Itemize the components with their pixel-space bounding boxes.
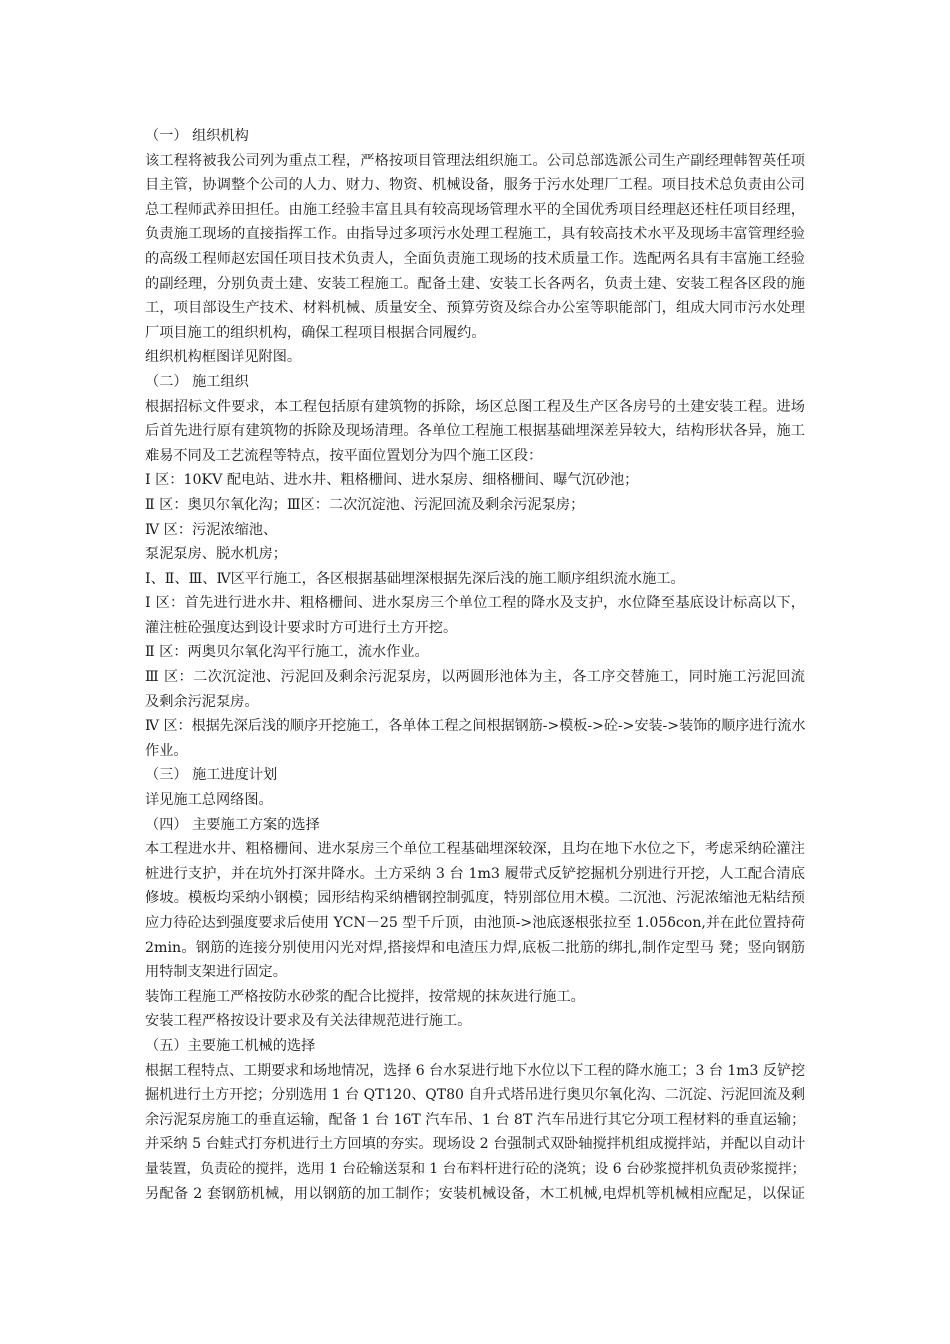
text-line: 余污泥泵房施工的垂直运输，配备 1 台 16T 汽车吊、1 台 8T 汽车吊进行其它分项工程材料的垂直运输； — [145, 1111, 806, 1128]
text-line: 目主管，协调整个公司的人力、财力、物资、机械设备，服务于污水处理厂工程。项目技术总负责由公司 — [145, 177, 805, 194]
text-line: 根据招标文件要求，本工程包括原有建筑物的拆除，场区总图工程及生产区各房号的土建安装工程。进场 — [145, 398, 805, 415]
section-heading: （五）主要施工机械的选择 — [145, 1037, 316, 1054]
text-line: 另配备 2 套钢筋机械，用以钢筋的加工制作；安装机械设备，木工机械,电焊机等机械相应配足，以保证 — [145, 1185, 805, 1202]
text-line: 难易不同及工艺流程等特点，按平面位置划分为四个施工区段： — [145, 447, 543, 464]
section-heading: （一） 组织机构 — [145, 128, 249, 144]
text-line: Ⅱ 区：两奥贝尔氧化沟平行施工，流水作业。 — [145, 644, 429, 661]
text-line: 量装置，负责砼的搅拌，选用 1 台砼输送泵和 1 台布料杆进行砼的浇筑；设 6 台砂浆搅拌机负责砂浆搅拌； — [145, 1160, 806, 1177]
text-line: 安装工程严格按设计要求及有关法律规范进行施工。 — [145, 1013, 472, 1030]
text-line: 详见施工总网络图。 — [145, 792, 273, 809]
text-line: Ⅰ 区：10KV 配电站、进水井、粗格栅间、进水泵房、细格栅间、曝气沉砂池； — [145, 472, 639, 489]
text-line: 修坡。模板均采纳小钢模；园形结构采纳槽钢控制弧度，特别部位用木模。二沉池、污泥浓缩池无粘结预 — [145, 890, 805, 907]
text-line: 根据工程特点、工期要求和场地情况，选择 6 台水泵进行地下水位以下工程的降水施工；3 台 1m3 反铲挖 — [145, 1062, 805, 1079]
text-line: 负责施工现场的直接指挥工作。由指导过多项污水处理工程施工，具有较高技术水平及现场丰富管理经验 — [145, 226, 805, 243]
text-line: 厂项目施工的组织机构，确保工程项目根据合同履约。 — [145, 324, 486, 341]
text-line: Ⅳ 区：根据先深后浅的顺序开挖施工，各单体工程之间根据钢筋->模板->砼->安装->装饰的顺序进行流水 — [145, 718, 806, 735]
text-line: 装饰工程施工严格按防水砂浆的配合比搅拌，按常规的抹灰进行施工。 — [145, 988, 585, 1005]
text-line: 本工程进水井、粗格栅间、进水泵房三个单位工程基础埋深较深，且均在地下水位之下，考虑采纳砼灌注 — [145, 841, 805, 858]
text-line: 及剩余污泥泵房。 — [145, 693, 259, 710]
text-line: Ⅲ 区：二次沉淀池、污泥回及剩余污泥泵房，以两圆形池体为主，各工序交替施工，同时施工污泥回流 — [145, 669, 805, 686]
text-line: 作业。 — [145, 742, 188, 759]
text-line: 并采纳 5 台蛙式打夯机进行土方回填的夯实。现场设 2 台强制式双卧轴搅拌机组成搅拌站，并配以自动计 — [145, 1136, 806, 1153]
text-line: 总工程师武养田担任。由施工经验丰富且具有较高现场管理水平的全国优秀项目经理赵还柱任项目经理， — [145, 201, 805, 218]
text-line: Ⅳ 区：污泥浓缩池、 — [145, 521, 278, 538]
text-line: 的副经理，分别负责土建、安装工程施工。配备土建、安装工长各两名，负责土建、安装工程各区段的施 — [145, 275, 805, 292]
text-line: 泵泥泵房、脱水机房； — [145, 546, 287, 563]
section-heading: （四） 主要施工方案的选择 — [145, 816, 320, 833]
text-line: 的高级工程师赵宏国任项目技术负责人，全面负责施工现场的技术质量工作。选配两名具有丰富施工经验 — [145, 250, 805, 267]
section-heading: （二） 施工组织 — [145, 373, 249, 390]
text-line: Ⅰ 区：首先进行进水井、粗格栅间、进水泵房三个单位工程的降水及支护，水位降至基底设计标高以下， — [145, 595, 805, 612]
text-line: 后首先进行原有建筑物的拆除及现场清理。各单位工程施工根据基础埋深差异较大，结构形状各异，施工 — [145, 423, 805, 440]
text-line: 灌注桩砼强度达到设计要求时方可进行土方开挖。 — [145, 619, 458, 636]
text-line: Ⅱ 区：奥贝尔氧化沟；Ⅲ区：二次沉淀池、污泥回流及剩余污泥泵房； — [145, 496, 585, 513]
document-body — [145, 124, 805, 1206]
text-line: 掘机进行土方开挖；分别选用 1 台 QT120、QT80 自升式塔吊进行奥贝尔氧化沟、二沉淀、污泥回流及剩 — [145, 1087, 805, 1104]
text-line: 工，项目部设生产技术、材料机械、质量安全、预算劳资及综合办公室等职能部门，组成大同市污水处理 — [145, 300, 805, 317]
text-line: 组织机构框图详见附图。 — [145, 349, 302, 366]
text-line: 桩进行支护，并在坑外打深井降水。土方采纳 3 台 1m3 履带式反铲挖掘机分别进行开挖，人工配合清底 — [145, 865, 805, 882]
section-heading: （三） 施工进度计划 — [145, 767, 278, 784]
text-line: Ⅰ、Ⅱ、Ⅲ、Ⅳ区平行施工，各区根据基础埋深根据先深后浅的施工顺序组织流水施工。 — [145, 570, 685, 587]
text-line: 应力待砼达到强度要求后使用 YCN－25 型千斤顶，由池顶->池底逐根张拉至 1.05δcon,并在此位置持荷 — [145, 915, 805, 931]
text-line: 该工程将被我公司列为重点工程，严格按项目管理法组织施工。公司总部选派公司生产副经理韩智英任项 — [145, 152, 805, 169]
text-line: 用特制支架进行固定。 — [145, 964, 287, 981]
text-line: 2min。钢筋的连接分别使用闪光对焊,搭接焊和电渣压力焊,底板二批筋的绑扎,制作定型马 凳；竖向钢筋 — [145, 939, 805, 956]
